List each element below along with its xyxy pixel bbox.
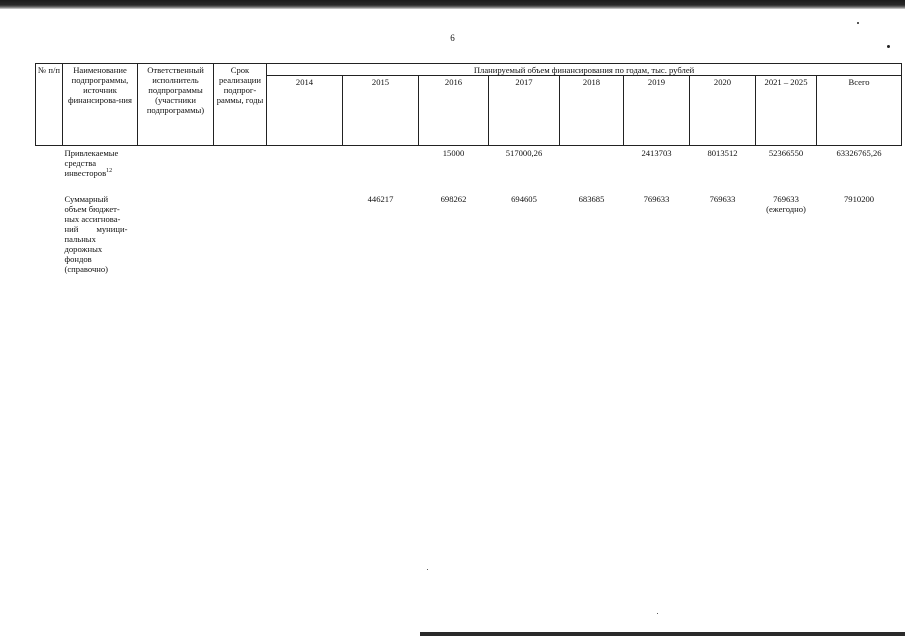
cell-value: [267, 192, 343, 274]
header-year: 2018: [560, 76, 624, 146]
header-name: Наименование подпрограммы, источник финансирова-ния: [63, 64, 138, 146]
row-name-line: ний муници-: [64, 224, 128, 234]
cell-value: [560, 146, 624, 193]
row-executor: [138, 192, 214, 274]
scan-speck: [887, 45, 890, 48]
scan-speck: [427, 569, 428, 570]
cell-value: 52366550: [768, 148, 804, 158]
header-total: Всего: [817, 76, 902, 146]
scan-speck: [857, 22, 859, 24]
row-name-line: дорожных: [64, 244, 103, 254]
header-year: 2014: [267, 76, 343, 146]
header-year: 2020: [690, 76, 756, 146]
table-row: [36, 146, 902, 193]
row-name-text: Привлекаемые средства инвесторов: [64, 148, 119, 178]
cell-value: 517000,26: [505, 148, 543, 158]
row-executor: [138, 146, 214, 193]
cell-value: 698262: [440, 194, 467, 204]
row-name-line: Суммарный: [64, 194, 109, 204]
cell-value: 683685: [578, 194, 605, 204]
row-name-line: пальных: [64, 234, 96, 244]
scan-speck: [657, 613, 658, 614]
scan-top-edge: [0, 0, 905, 9]
header-year: 2017: [489, 76, 560, 146]
cell-value: 769633: [643, 194, 670, 204]
row-name-line: фондов: [64, 254, 92, 264]
table-row: [36, 192, 902, 274]
cell-value-2021-2025: [756, 192, 817, 274]
header-year: 2021 – 2025: [756, 76, 817, 146]
cell-value: 8013512: [707, 148, 738, 158]
row-name-line: ных ассигнова-: [64, 214, 121, 224]
row-name: [63, 146, 138, 193]
row-name-line: объем бюджет-: [64, 204, 120, 214]
cell-value: 446217: [367, 194, 394, 204]
page-number: 6: [450, 33, 455, 43]
cell-value: [267, 146, 343, 193]
scan-bottom-edge: [420, 632, 905, 636]
header-num: № п/п: [36, 64, 63, 146]
cell-value: 694605: [511, 194, 537, 204]
row-num: [36, 192, 63, 274]
row-name-line: (справочно): [64, 264, 109, 274]
cell-total: 63326765,26: [836, 148, 882, 158]
row-name: [63, 192, 138, 274]
cell-total: 7910200: [844, 194, 875, 204]
header-year: 2015: [343, 76, 419, 146]
cell-value: 769633: [773, 194, 799, 204]
cell-value: 2413703: [641, 148, 672, 158]
header-term: Срок реализации подпрог-раммы, годы: [214, 64, 267, 146]
header-planned: Планируемый объем финансирования по годам, тыс. рублей: [267, 64, 902, 76]
header-year: 2019: [624, 76, 690, 146]
cell-value: 769633: [709, 194, 736, 204]
header-executor: Ответственный исполнитель подпрограммы (участники подпрограммы): [138, 64, 214, 146]
cell-value: 15000: [442, 148, 465, 158]
row-term: [214, 192, 267, 274]
row-num: [36, 146, 63, 193]
row-term: [214, 146, 267, 193]
header-year: 2016: [419, 76, 489, 146]
cell-note: (ежегодно): [766, 204, 806, 214]
financing-table: [35, 63, 902, 274]
cell-value: [343, 146, 419, 193]
footnote-mark: 12: [106, 168, 113, 174]
